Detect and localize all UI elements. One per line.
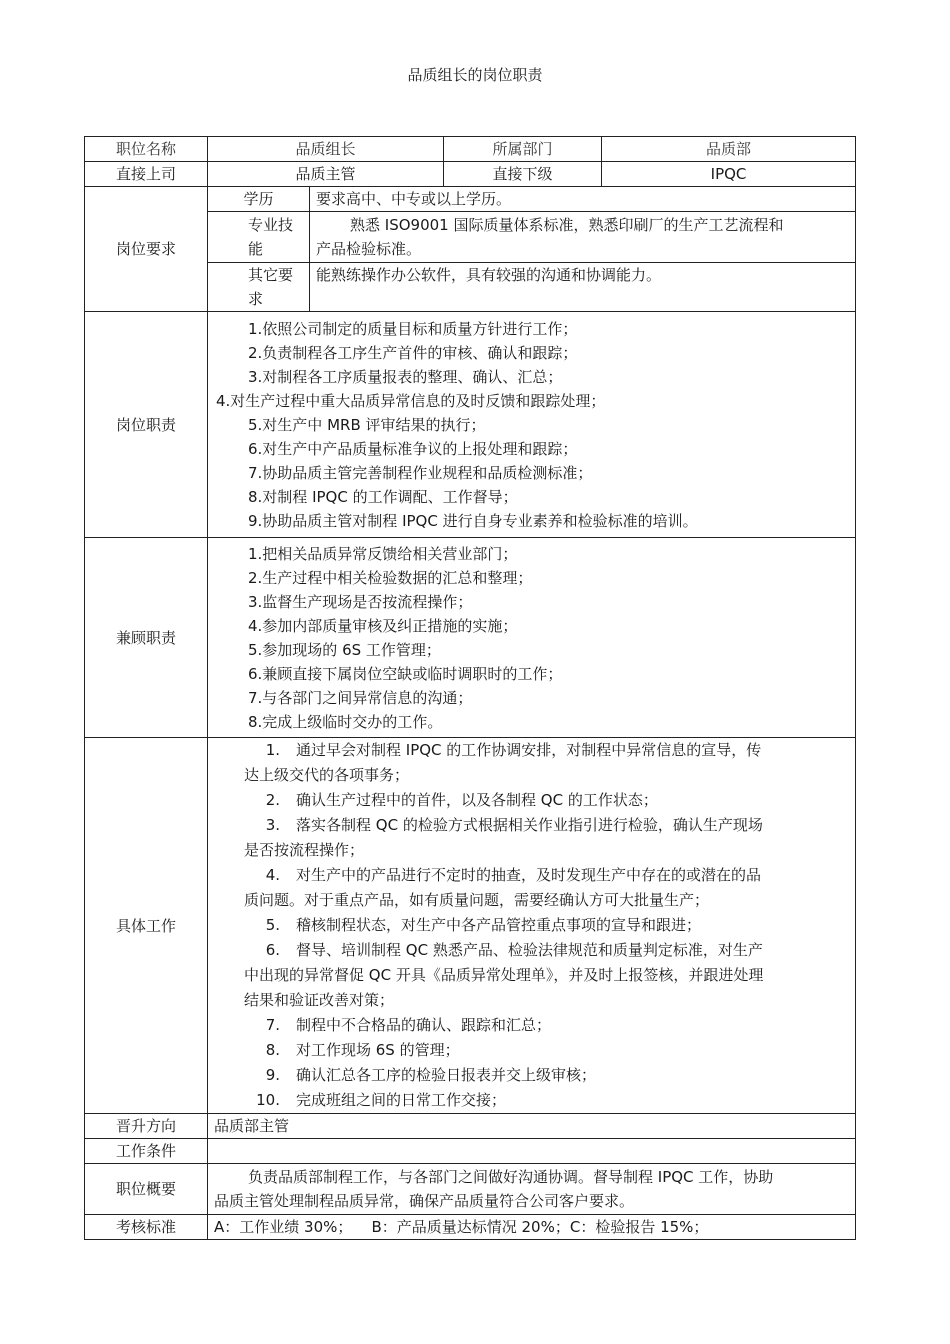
work-item-number: 4. [265, 866, 280, 884]
work-item-number: 1. [265, 741, 280, 759]
concurrent-row [85, 538, 856, 738]
position-name-value: 品质组长 [208, 137, 444, 162]
concurrent-item: 5.参加现场的 6S 工作管理； [248, 640, 441, 659]
concurrent-item: 8.完成上级临时交办的工作。 [248, 712, 443, 731]
conditions-label: 工作条件 [85, 1139, 208, 1164]
department-label: 所属部门 [444, 137, 602, 162]
work-item [244, 913, 847, 938]
conditions-value [208, 1139, 856, 1164]
other-label-line1: 其它要 [248, 266, 294, 284]
work-item [244, 1013, 847, 1038]
work-item-text: 稽核制程状态，对生产中各产品管控重点事项的宣导和跟进； [296, 916, 702, 934]
concurrent-item: 6.兼顾直接下属岗位空缺或临时调职时的工作； [248, 664, 563, 683]
work-item-text: 制程中不合格品的确认、跟踪和汇总； [296, 1016, 552, 1034]
superior-label: 直接上司 [85, 162, 208, 187]
concurrent-item: 7.与各部门之间异常信息的沟通； [248, 688, 473, 707]
concurrent-list [208, 538, 856, 738]
duties-list [208, 312, 856, 538]
promotion-label: 晋升方向 [85, 1114, 208, 1139]
concurrent-item: 4.参加内部质量审核及纠正措施的实施； [248, 616, 518, 635]
work-item [244, 738, 847, 788]
subordinate-label: 直接下级 [444, 162, 602, 187]
work-item [244, 813, 847, 863]
summary-line1: 负责品质部制程工作，与各部门之间做好沟通协调。督导制程 IPQC 工作，协助 [248, 1168, 774, 1186]
duty-item: 2.负责制程各工序生产首件的审核、确认和跟踪； [248, 343, 578, 362]
work-item-text: 结果和验证改善对策； [244, 991, 395, 1009]
work-item [244, 788, 847, 813]
work-item-text: 质问题。对于重点产品，如有质量问题，需要经确认方可大批量生产； [244, 891, 710, 909]
work-item-text: 达上级交代的各项事务； [244, 766, 410, 784]
work-item-text: 通过早会对制程 IPQC 的工作协调安排，对制程中异常信息的宣导，传 [296, 741, 762, 759]
education-value: 要求高中、中专或以上学历。 [310, 187, 856, 212]
work-item-number: 7. [265, 1016, 280, 1034]
education-label: 学历 [208, 187, 310, 212]
work-item [244, 1038, 847, 1063]
education-row [85, 187, 856, 212]
duty-item: 4.对生产过程中重大品质异常信息的及时反馈和跟踪处理； [216, 391, 606, 410]
work-item-number: 8. [265, 1041, 280, 1059]
duty-item: 1.依照公司制定的质量目标和质量方针进行工作； [248, 319, 578, 338]
superior-row [85, 162, 856, 187]
summary-row [85, 1164, 856, 1215]
conditions-row [85, 1139, 856, 1164]
work-item-number: 5. [265, 916, 280, 934]
promotion-value: 品质部主管 [208, 1114, 856, 1139]
duty-item: 6.对生产中产品质量标准争议的上报处理和跟踪； [248, 439, 578, 458]
work-item-text: 对生产中的产品进行不定时的抽查，及时发现生产中存在的或潜在的品 [296, 866, 762, 884]
duties-label: 岗位职责 [85, 312, 208, 538]
work-item-text: 落实各制程 QC 的检验方式根据相关作业指引进行检验，确认生产现场 [296, 816, 763, 834]
skills-label-line2: 能 [248, 240, 264, 258]
work-item-number: 10. [256, 1091, 280, 1109]
skills-value [310, 212, 856, 263]
concurrent-item: 2.生产过程中相关检验数据的汇总和整理； [248, 568, 533, 587]
duty-item: 9.协助品质主管对制程 IPQC 进行自身专业素养和检验标准的培训。 [248, 511, 698, 530]
work-item-text: 是否按流程操作； [244, 841, 365, 859]
work-item [244, 1088, 847, 1113]
work-item-text: 确认生产过程中的首件，以及各制程 QC 的工作状态； [296, 791, 658, 809]
work-item [244, 938, 847, 1013]
department-value: 品质部 [602, 137, 856, 162]
skills-line2: 产品检验标准。 [316, 240, 422, 258]
work-item-text: 确认汇总各工序的检验日报表并交上级审核； [296, 1066, 597, 1084]
work-item-text: 中出现的异常督促 QC 开具《品质异常处理单》，并及时上报签核，并跟进处理 [244, 966, 764, 984]
duties-row [85, 312, 856, 538]
document-title: 品质组长的岗位职责 [407, 66, 543, 84]
summary-label: 职位概要 [85, 1164, 208, 1215]
duty-item: 7.协助品质主管完善制程作业规程和品质检测标准； [248, 463, 593, 482]
work-label: 具体工作 [85, 738, 208, 1114]
work-list [208, 738, 856, 1114]
superior-value: 品质主管 [208, 162, 444, 187]
summary-line2: 品质主管处理制程品质异常，确保产品质量符合公司客户要求。 [214, 1192, 635, 1210]
subordinate-value: IPQC [602, 162, 856, 187]
work-item [244, 863, 847, 913]
assessment-row [85, 1215, 856, 1240]
promotion-row [85, 1114, 856, 1139]
work-item-number: 9. [265, 1066, 280, 1084]
requirements-label: 岗位要求 [85, 187, 208, 312]
work-item-text: 完成班组之间的日常工作交接； [296, 1091, 507, 1109]
position-name-label: 职位名称 [85, 137, 208, 162]
work-item-number: 6. [265, 941, 280, 959]
skills-label-line1: 专业技 [248, 216, 294, 234]
other-label-line2: 求 [248, 290, 264, 308]
job-description-table [84, 136, 856, 1240]
assessment-value: A：工作业绩 30%； B：产品质量达标情况 20%；C：检验报告 15%； [208, 1215, 856, 1240]
other-requirements-label [208, 263, 310, 312]
concurrent-item: 3.监督生产现场是否按流程操作； [248, 592, 473, 611]
work-row [85, 738, 856, 1114]
duty-item: 8.对制程 IPQC 的工作调配、工作督导； [248, 487, 518, 506]
assessment-label: 考核标准 [85, 1215, 208, 1240]
work-item-text: 督导、培训制程 QC 熟悉产品、检验法律规范和质量判定标准，对生产 [296, 941, 763, 959]
concurrent-item: 1.把相关品质异常反馈给相关营业部门； [248, 544, 518, 563]
skills-label [208, 212, 310, 263]
work-item-number: 2. [265, 791, 280, 809]
duty-item: 5.对生产中 MRB 评审结果的执行； [248, 415, 486, 434]
work-item [244, 1063, 847, 1088]
concurrent-label: 兼顾职责 [85, 538, 208, 738]
work-item-text: 对工作现场 6S 的管理； [296, 1041, 460, 1059]
skills-line1: 熟悉 ISO9001 国际质量体系标准，熟悉印刷厂的生产工艺流程和 [350, 216, 784, 234]
other-requirements-value: 能熟练操作办公软件，具有较强的沟通和协调能力。 [310, 263, 856, 312]
summary-value [208, 1164, 856, 1215]
work-item-number: 3. [265, 816, 280, 834]
position-row [85, 137, 856, 162]
duty-item: 3.对制程各工序质量报表的整理、确认、汇总； [248, 367, 563, 386]
